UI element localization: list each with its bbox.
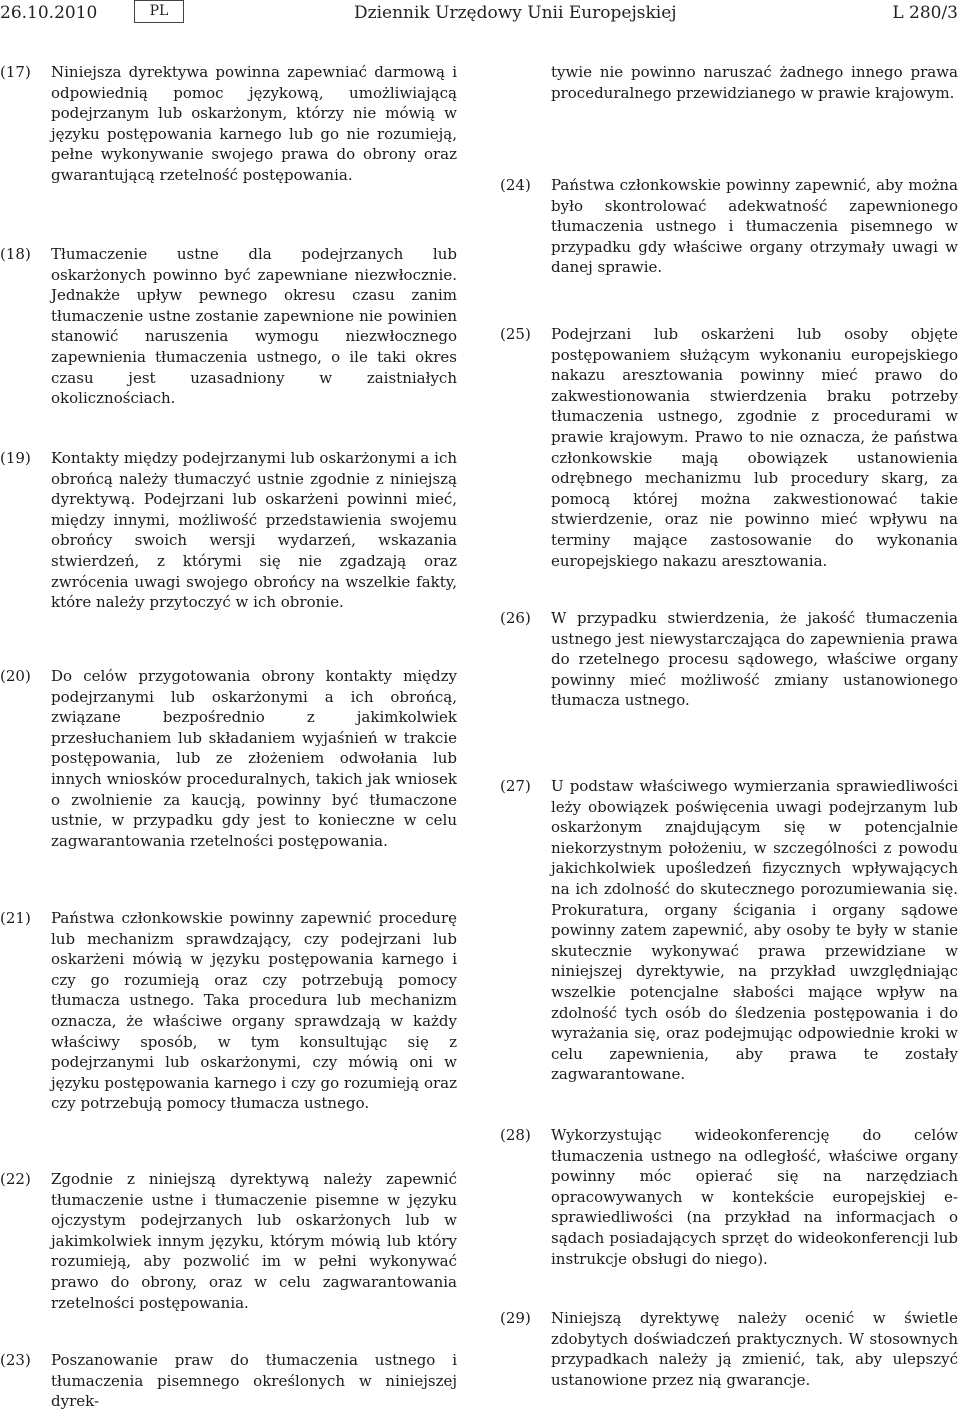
recital-number: (21) xyxy=(0,909,31,927)
recital-text: Tłumaczenie ustne dla podejrzanych lub oskarżonych powinno być zapewniane niezwłocznie. Jednakże upływ pewnego okresu czasu zanim tłumaczenie ustne zostanie zapewnione nie powinien stanowić naruszenia wymogu niezwłocznego zapewnienia tłumaczenia ustnego, o ile taki okres czasu jest uzasadniony w zaistniałych okolicznościach. xyxy=(51,245,457,408)
recital-text: Podejrzani lub oskarżeni lub osoby objęte postępowaniem służącym wykonaniu europejskiego nakazu aresztowania powinny mieć prawo do zakwestionowania stwierdzenia braku potrzeby tłumaczenia ustnego, zgodnie z procedurami w prawie krajowym. Prawo to nie oznacza, że państwa członkowskie mają obowiązek ustanowienia odrębnego mechanizmu lub procedury skarg, za pomocą której można zakwestionować takie stwierdzenie, oraz nie powinno mieć wpływu na terminy mające zastosowanie do wykonania europejskiego nakazu aresztowania. xyxy=(551,325,958,570)
recital-number: (28) xyxy=(500,1126,531,1144)
recital-number: (29) xyxy=(500,1309,531,1327)
recital-text: Do celów przygotowania obrony kontakty między podejrzanymi lub oskarżonymi a ich obrońcą, związane bezpośrednio z jakimkolwiek przesłuchaniem lub składaniem wyjaśnień w trakcie postępowania, lub ze złożeniem odwołania lub innych wniosków proceduralnych, takich jak wniosek o zwolnienie za kaucją, powinny być tłumaczone ustnie, w przypadku gdy jest to konieczne w celu zagwarantowania rzetelności postępowania. xyxy=(51,667,457,850)
recital-number: (24) xyxy=(500,176,531,194)
recital-text: U podstaw właściwego wymierzania sprawiedliwości leży obowiązek poświęcenia uwagi podejrzanym lub oskarżonym znajdującym się w potencjalnie niekorzystnym położeniu, w szczególności z powodu jakichkolwiek upośledzeń fizycznych wpływających na ich zdolność do skutecznego porozumiewania się. Prokuratura, organy ścigania i organy sądowe powinny zatem zapewnić, aby osoby te były w stanie skutecznie wykonywać prawa przewidziane w niniejszej dyrektywie, na przykład uwzględniając wszelkie potencjalne słabości mające wpływ na zdolność tych osób do śledzenia postępowania i do wyrażania się, oraz podejmując odpowiednie kroki w celu zapewnienia, aby prawa te zostały zagwarantowane. xyxy=(551,777,958,1084)
recital-number: (19) xyxy=(0,449,31,467)
recital-text: Państwa członkowskie powinny zapewnić procedurę lub mechanizm sprawdzający, czy podejrzani lub oskarżeni mówią w języku postępowania karnego i czy go rozumieją oraz czy potrzebują pomocy tłumacza ustnego. Taka procedura lub mechanizm oznacza, że właściwe organy sprawdzają w każdy właściwy sposób, w tym konsultując się z podejrzanymi lub oskarżonymi, czy mówią oni w języku postępowania karnego i czy go rozumieją oraz czy potrzebują pomocy tłumacza ustnego. xyxy=(51,909,457,1113)
page-reference: L 280/3 xyxy=(892,3,958,23)
recital-number: (25) xyxy=(500,325,531,343)
recital-number: (27) xyxy=(500,777,531,795)
recital-text: Niniejsza dyrektywa powinna zapewniać darmową i odpowiednią pomoc językową, umożliwiającą podejrzanym lub oskarżonym, którzy nie mówią w języku postępowania karnego lub go nie rozumieją, pełne wykonywanie swojego prawa do obrony oraz gwarantującą rzetelność postępowania. xyxy=(51,63,457,184)
journal-title: Dziennik Urzędowy Unii Europejskiej xyxy=(354,3,677,23)
recital-text: Państwa członkowskie powinny zapewnić, aby można było skontrolować adekwatność zapewnionego tłumaczenia ustnego i tłumaczenia pisemnego w przypadku gdy właściwe organy otrzymały uwagi w danej sprawie. xyxy=(551,176,958,277)
page-header xyxy=(0,0,960,30)
recital-number: (26) xyxy=(500,609,531,627)
language-badge: PL xyxy=(134,0,184,23)
recital-number: (20) xyxy=(0,667,31,685)
recital-number: (18) xyxy=(0,245,31,263)
recital-text: Wykorzystując wideokonferencję do celów tłumaczenia ustnego na odległość, właściwe organy powinny móc opierać się na narzędziach opracowywanych w kontekście europejskiej e-sprawiedliwości (na przykład na informacjach o sądach posiadających sprzęt do wideokonferencji lub instrukcje obsługi do niego). xyxy=(551,1126,958,1268)
publication-date: 26.10.2010 xyxy=(0,3,98,23)
recital-23-continuation: tywie nie powinno naruszać żadnego innego prawa proceduralnego przewidzianego w prawie krajowym. xyxy=(551,63,958,102)
recital-number: (23) xyxy=(0,1351,31,1369)
recital-text: Niniejszą dyrektywę należy ocenić w świetle zdobytych doświadczeń praktycznych. W stosownych przypadkach należy ją zmienić, tak, aby ulepszyć ustanowione przez nią gwarancje. xyxy=(551,1309,958,1389)
recital-text: Zgodnie z niniejszą dyrektywą należy zapewnić tłumaczenie ustne i tłumaczenie pisemne w języku ojczystym podejrzanych lub oskarżonych lub w jakimkolwiek innym języku, którym mówią lub który rozumieją, aby pozwolić im w pełni wykonywać prawo do obrony, oraz w celu zagwarantowania rzetelności postępowania. xyxy=(51,1170,457,1312)
recital-text: W przypadku stwierdzenia, że jakość tłumaczenia ustnego jest niewystarczająca do zapewnienia prawa do rzetelnego procesu sądowego, właściwe organy powinny mieć możliwość zmiany ustanowionego tłumacza ustnego. xyxy=(551,609,958,710)
recital-text: Kontakty między podejrzanymi lub oskarżonymi a ich obrońcą należy tłumaczyć ustnie zgodnie z niniejszą dyrektywą. Podejrzani lub oskarżeni powinni mieć, między innymi, możliwość przedstawienia swojemu obrońcy swoich wersji wydarzeń, wskazania stwierdzeń, z którymi się nie zgadzają oraz zwrócenia uwagi swojego obrońcy na wszelkie fakty, które należy przytoczyć w ich obronie. xyxy=(51,449,457,612)
recital-text: Poszanowanie praw do tłumaczenia ustnego i tłumaczenia pisemnego określonych w niniejszej dyrek- xyxy=(51,1351,457,1411)
recital-number: (17) xyxy=(0,63,31,81)
recital-number: (22) xyxy=(0,1170,31,1188)
